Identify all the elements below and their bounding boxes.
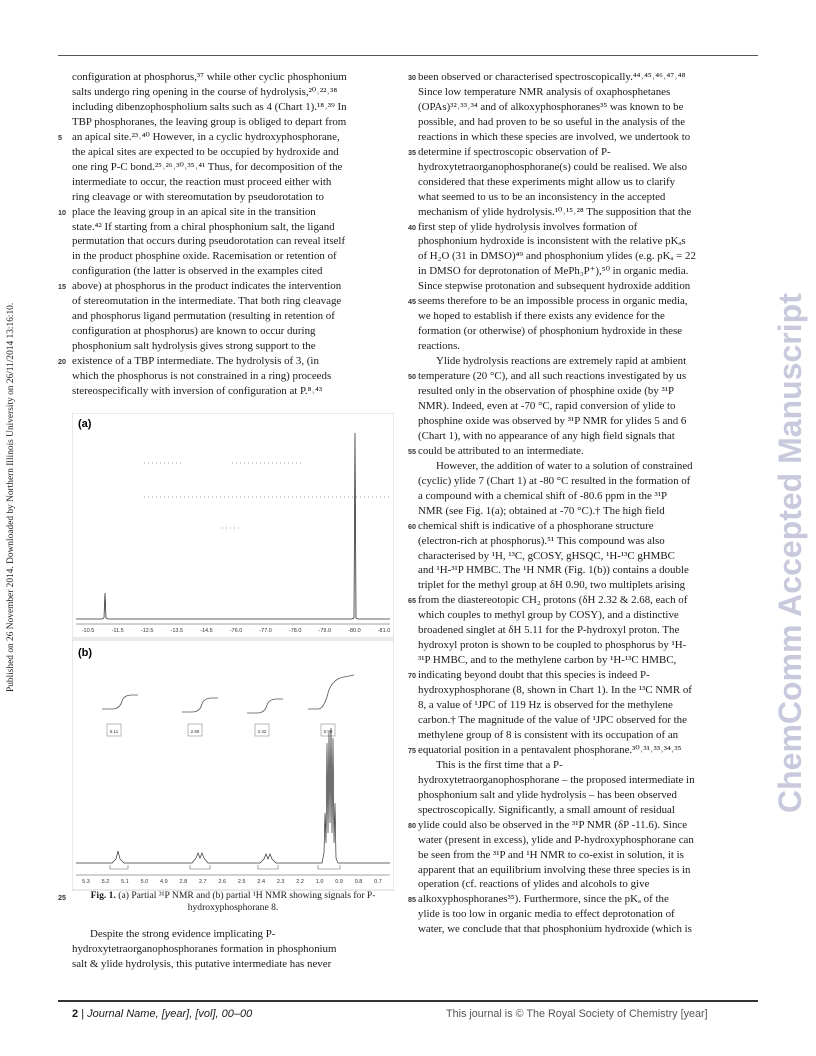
text-line: methylene group of 8 is consistent with its occupation of an — [418, 728, 679, 741]
line-number: 35 — [408, 147, 416, 157]
line-number: 45 — [408, 297, 416, 307]
text-line: phosphine oxide was observed by ³¹P NMR for ylides 5 and 6 — [418, 414, 687, 427]
line-number: 20 — [58, 357, 66, 367]
tick-label: -81.0 — [377, 628, 391, 634]
text-line: and phosphorus ligand permutation (resulting in retention of — [72, 310, 335, 323]
text-line: been observed or characterised spectroscopically.⁴⁴˒⁴⁵˒⁴⁶˒⁴⁷˒⁴⁸ — [418, 71, 686, 83]
text-line: in the product phosphine oxide. Racemisation or retention of — [72, 250, 337, 263]
figure-caption — [72, 890, 394, 914]
tick-label: -13.5 — [170, 628, 184, 634]
tick-label: 0.7 — [374, 879, 382, 885]
text-line: hydroxytetraorganophosphorane – the proposed intermediate in — [418, 773, 695, 786]
text-line: ylide could also be observed in the ³¹P NMR (δP -11.6). Since — [418, 818, 688, 831]
publication-side-note — [6, 172, 18, 692]
line-number: 40 — [408, 222, 416, 232]
text-line: ylide is too low in organic media to effect deprotonation of — [418, 908, 675, 921]
text-line: However, the addition of water to a solution of constrained — [436, 459, 693, 472]
tick-label: 4.9 — [160, 879, 168, 885]
text-line: operation (cf. reactions of ylides and alcohols to give — [418, 878, 650, 891]
line-number: 85 — [408, 895, 416, 905]
line-number: 5 — [58, 132, 62, 142]
side-note-text: Published on 26 November 2014. Downloaded by Northern Illinois University on 26/11/2014 13:16:10. — [6, 302, 16, 692]
panel-a-label: (a) — [78, 418, 92, 430]
text-line: (electron-rich at phosphorus).⁵¹ This compound was also — [418, 534, 665, 547]
text-line: phosphonium hydroxide is inconsistent with the relative pKₐs — [418, 235, 686, 248]
journal-citation: Journal Name, [year], [vol], 00–00 — [87, 1008, 253, 1020]
panel-a-frame — [72, 413, 394, 638]
text-line: water, we conclude that that phosphonium hydroxide (which is — [418, 923, 692, 936]
left-bottom-paragraph — [72, 927, 394, 972]
text-line: in DMSO for deprotonation of MePh₃P⁺),⁵⁰ in organic media. — [418, 265, 689, 278]
tick-label: -79.0 — [318, 628, 332, 634]
tick-label: -78.0 — [288, 628, 302, 634]
text-line: (Chart 1), with no appearance of any high field signals that — [418, 429, 675, 442]
text-line: phosphonium salt hydrolysis gives strong support to the — [72, 340, 316, 353]
tick-label: -77.0 — [259, 628, 272, 634]
line-number: 65 — [408, 596, 416, 606]
text-line: an apical site.²³˒⁴⁰ However, in a cyclic hydroxyphosphorane, — [72, 130, 340, 143]
text-line: apparent that an equilibrium involving these three species is in — [418, 863, 691, 876]
text-line: permutation that occurs during pseudorotation can reveal itself — [72, 235, 346, 248]
text-line: what seemed to us to be an inconsistency in the accepted — [418, 190, 666, 203]
caption-text: (a) Partial ³¹P NMR and (b) partial ¹H NMR showing signals for P-hydroxyphosphorane 8. — [115, 890, 376, 913]
tick-label: -12.5 — [140, 628, 154, 634]
panel-b-frame — [72, 640, 394, 890]
tick-label: 0.8 — [354, 879, 363, 885]
tick-label: 1.0 — [315, 879, 324, 885]
text-line: configuration at phosphorus) are known to occur during — [72, 325, 316, 338]
text-line: NMR (see Fig. 1(a); obtained at -70 °C).† The high field — [418, 504, 665, 517]
text-line: state.⁴² If starting from a chiral phosphonium salt, the ligand — [72, 220, 335, 233]
integral-box-label: 2.68 — [190, 729, 200, 734]
text-line: possible, and had proven to be so useful in the analysis of the — [418, 115, 686, 128]
tick-label: 5.3 — [82, 879, 90, 885]
caption-label: Fig. 1. — [90, 890, 116, 901]
text-line: chemical shift is indicative of a phosphorane structure — [418, 519, 654, 532]
panel-b-label: (b) — [78, 647, 93, 659]
text-line: water (present in excess), ylide and P-hydroxyphosphorane can — [418, 833, 694, 846]
text-line: which couples to methyl group by COSY), and a distinctive — [418, 609, 679, 622]
text-line: we hoped to establish if there exists any evidence for the — [418, 310, 665, 323]
top-rule — [58, 55, 758, 56]
text-line: reactions in which these species are involved, we undertook to — [418, 130, 691, 143]
text-line: could be attributed to an intermediate. — [418, 444, 584, 457]
tick-label: 0.9 — [335, 879, 343, 885]
text-line: salt & ylide hydrolysis, this putative intermediate has never — [72, 957, 332, 970]
text-line: TBP phosphoranes, the leaving group is obliged to depart from — [72, 115, 347, 128]
line-number: 60 — [408, 521, 416, 531]
page-number: 2 — [72, 1008, 79, 1020]
text-line: equatorial position in a pentavalent phosphorane.³⁰˒³¹˒³³˒³⁴˒³⁵ — [418, 743, 682, 756]
text-line: broadened singlet at δH 5.11 for the P-hydroxyl proton. The — [418, 624, 680, 637]
text-line: configuration (the latter is observed in the examples cited — [72, 265, 323, 278]
integral-box-label: 5.11 — [109, 729, 119, 734]
tick-label: 2.8 — [179, 879, 188, 885]
text-line: triplet for the methyl group at δH 0.90, two multiplets arising — [418, 579, 686, 592]
text-line: resulted only in the observation of phosphine oxide (by ³¹P — [418, 385, 675, 398]
text-line: phosphonium salt and ylide hydrolysis – has been observed — [418, 788, 677, 801]
tick-label: -11.5 — [111, 628, 124, 634]
text-line: above) at phosphorus in the product indicates the intervention — [72, 280, 342, 293]
text-line: Since low temperature NMR analysis of oxaphosphetanes — [418, 85, 671, 98]
text-line: hydroxytetraorganophosphorane(s) could be realised. We also — [418, 160, 688, 173]
tick-label: 5.0 — [140, 879, 149, 885]
tick-label: 2.7 — [198, 879, 207, 885]
tick-label: -80.0 — [348, 628, 361, 634]
text-line: NMR). Indeed, even at -70 °C, rapid conversion of ylide to — [418, 399, 676, 412]
text-line: spectroscopically. Significantly, a small amount of residual — [418, 803, 675, 816]
footer-journal: 2 | Journal Name, [year], [vol], 00–00 — [72, 1008, 253, 1020]
text-line: mechanism of ylide hydrolysis.¹⁰˒¹⁵˒²⁸ The supposition that the — [418, 205, 692, 218]
text-line: (cyclic) ylide 7 (Chart 1) at -80 °C resulted in the formation of — [418, 474, 691, 487]
text-line: which the phosphorus is not constrained in a ring) proceeds — [72, 370, 332, 383]
tick-label: 2.2 — [296, 879, 304, 885]
line-number: 75 — [408, 745, 416, 755]
watermark-text: ChemComm Accepted Manuscript — [772, 293, 808, 813]
text-line: Since stepwise protonation and subsequent hydroxide addition — [418, 280, 691, 293]
text-line: hydroxytetraorganophosphoranes formation in phosphonium — [72, 942, 337, 955]
text-line: hydroxyphosphorane (8, shown in Chart 1). In the ¹³C NMR of — [418, 684, 692, 697]
footer-rule — [58, 1000, 758, 1002]
line-number: 15 — [58, 282, 66, 292]
text-line: ³¹P HMBC, and to the methylene carbon by ¹H-¹³C HMBC, — [418, 654, 677, 667]
text-line: carbon.† The magnitude of the value of ¹JPC observed for the — [418, 713, 687, 726]
text-line: the apical sites are expected to be occupied by hydroxide and — [72, 145, 339, 158]
text-line: indicating beyond doubt that this species is indeed P- — [418, 669, 650, 682]
integral-box-label: 2.32 — [257, 729, 267, 734]
text-line: considered that these experiments might allow us to clarify — [418, 175, 676, 188]
text-line: stereospecifically with inversion of configuration at P.⁸˒⁴³ — [72, 385, 323, 398]
text-line: and ¹H-³¹P HMBC. The ¹H NMR (Fig. 1(b)) contains a double — [418, 564, 689, 577]
right-column — [418, 70, 740, 937]
tick-label: -10.5 — [81, 628, 95, 634]
tick-label: 5.2 — [101, 879, 110, 885]
left-column — [72, 70, 394, 399]
tick-label: -76.0 — [229, 628, 243, 634]
text-line: hydroxyl proton is shown to be coupled to phosphorus by ¹H- — [418, 639, 687, 652]
tick-label: 2.6 — [218, 879, 227, 885]
text-line: intermediate to occur, the reaction must proceed either with — [72, 175, 332, 188]
text-line: reactions. — [418, 340, 461, 353]
text-line: 8, a value of ¹JPC of 119 Hz is observed for the methylene — [418, 699, 673, 712]
text-line: characterised by ¹H, ¹³C, gCOSY, gHSQC, ¹H-¹³C gHMBC — [418, 549, 675, 562]
line-number: 25 — [58, 893, 66, 902]
text-line: seems therefore to be an impossible process in organic media, — [418, 295, 688, 308]
text-line: Ylide hydrolysis reactions are extremely rapid at ambient — [436, 355, 687, 368]
line-number: 30 — [408, 73, 416, 82]
text-line: configuration at phosphorus,³⁷ while other cyclic phosphonium — [72, 71, 347, 83]
text-line: formation (or otherwise) of phosphonium hydroxide in these — [418, 325, 683, 338]
tick-label: 2.3 — [276, 879, 285, 885]
footer-copyright: This journal is © The Royal Society of Chemistry [year] — [446, 1008, 708, 1020]
text-line: one ring P-C bond.²⁵˒²⁶˒³⁰˒³⁵˒⁴¹ Thus, for decomposition of the — [72, 160, 343, 173]
tick-label: 2.5 — [237, 879, 246, 885]
tick-label: 5.1 — [121, 879, 129, 885]
line-number: 80 — [408, 820, 416, 830]
text-line: Despite the strong evidence implicating P- — [90, 928, 276, 940]
text-line: first step of ylide hydrolysis involves formation of — [418, 220, 638, 233]
line-number: 10 — [58, 207, 66, 217]
tick-label: -14.5 — [200, 628, 213, 634]
text-line: of H₂O (31 in DMSO)⁴⁹ and phosphonium ylides (e.g. pKₐ = 22 — [418, 250, 696, 263]
text-line: of stereomutation in the intermediate. That both ring cleavage — [72, 295, 342, 308]
text-line: ring cleavage or with stereomutation by pseudorotation to — [72, 190, 324, 203]
text-line: determine if spectroscopic observation of P- — [418, 145, 611, 158]
accepted-manuscript-watermark — [760, 268, 816, 813]
figure-1 — [72, 413, 394, 891]
integral-box-label: 0.90 — [323, 729, 333, 734]
text-line: a compound with a chemical shift of -80.6 ppm in the ³¹P — [418, 489, 668, 502]
text-line: be seen from the ³¹P and ¹H NMR to co-exist in solution, it is — [418, 848, 684, 861]
text-line: place the leaving group in an apical site in the transition — [72, 205, 316, 218]
text-line: This is the first time that a P- — [436, 758, 563, 771]
text-line: temperature (20 °C), and all such reactions investigated by us — [418, 370, 687, 383]
tick-label: 2.4 — [257, 879, 266, 885]
text-line: salts undergo ring opening in the course of hydrolysis,²⁰˒²²˒³⁸ — [72, 85, 338, 98]
text-line: from the diastereotopic CH₂ protons (δH 2.32 & 2.68, each of — [418, 594, 688, 607]
line-number: 70 — [408, 671, 416, 680]
text-line: including dibenzophospholium salts such as 4 (Chart 1).¹⁸˒³⁹ In — [72, 100, 347, 113]
nmr-figure-svg — [72, 413, 394, 891]
text-line: existence of a TBP intermediate. The hydrolysis of 3, (in — [72, 355, 319, 368]
text-line: alkoxyphosphoranes³⁵). Furthermore, since the pKₐ of the — [418, 893, 669, 906]
line-number: 55 — [408, 446, 416, 456]
text-line: (OPAs)³²˒³³˒³⁴ and of alkoxyphosphoranes³⁵ was known to be — [418, 100, 684, 113]
line-number: 50 — [408, 372, 416, 381]
